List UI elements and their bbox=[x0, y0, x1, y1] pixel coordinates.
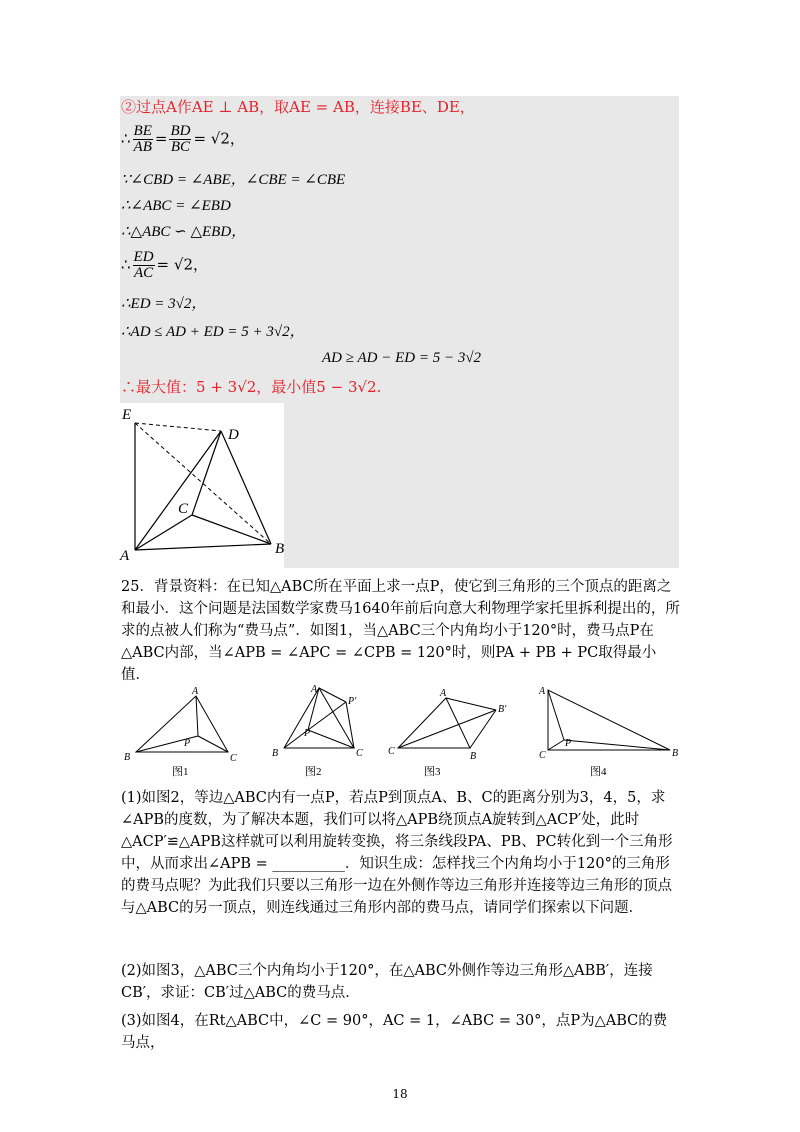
fraction-numerator: BD bbox=[170, 123, 191, 139]
fig2-label-c: C bbox=[356, 748, 363, 759]
fraction-be-ab bbox=[133, 124, 153, 155]
segment-ab bbox=[135, 544, 271, 550]
geometry-figure-main bbox=[118, 403, 288, 561]
figure-1 bbox=[124, 686, 237, 764]
segment-pc-fig2 bbox=[308, 730, 354, 748]
fraction-numerator: BE bbox=[133, 123, 152, 139]
fig1-label-c: C bbox=[230, 753, 237, 764]
segment-ab2-fig3 bbox=[446, 698, 496, 710]
figure-2 bbox=[272, 684, 363, 759]
equals-root-two: = √2， bbox=[193, 129, 245, 148]
segment-cb2-fig3 bbox=[398, 710, 496, 748]
solution-line-2: ∴ $\frac{BE}{AB}$ = $\frac{BD}{BC}$ = √2， bbox=[121, 123, 245, 155]
fraction-bd-bc bbox=[169, 124, 191, 155]
solution-line-9: AD ≥ AD − ED = 5 − 3√2 bbox=[322, 350, 482, 366]
segment-cb bbox=[192, 515, 271, 544]
label-c: C bbox=[178, 501, 189, 517]
problem-25-question-3: (3)如图4，在Rt△ABC中，∠C = 90°，AC = 1，∠ABC = 30°，点P为△ABC的费马点， bbox=[121, 1013, 668, 1051]
label-a: A bbox=[120, 548, 130, 561]
caption-figure-4: 图4 bbox=[590, 766, 607, 778]
label-b: B bbox=[275, 541, 285, 557]
segment-eb-dashed bbox=[135, 423, 271, 544]
figure-3 bbox=[388, 688, 507, 762]
problem-25-intro: 25．背景资料：在已知△ABC所在平面上求一点P，使它到三角形的三个顶点的距离之和最小．这个问题是法国数学家费马1640年前后向意大利物理学家托里拆利提出的，所求的点被人们称为“费马点”．如图1，当△ABC三个内角均小于120°时，费马点P在△ABC内部，当∠APB = ∠APC = ∠CPB = 120°时，则PA + PB + PC取得最小值． bbox=[121, 579, 680, 683]
solution-line-4: ∴∠ABC = ∠EBD bbox=[121, 198, 231, 214]
solution-line-5: ∴△ABC ∽ △EBD， bbox=[121, 224, 247, 240]
caption-figure-2: 图2 bbox=[305, 766, 322, 778]
solution-line-7: ∴ED = 3√2， bbox=[121, 296, 207, 312]
therefore-symbol: ∴ bbox=[121, 255, 131, 274]
fraction-numerator: ED bbox=[133, 249, 154, 265]
fig3-label-b-prime: B′ bbox=[498, 704, 507, 715]
segment-pb-fig4 bbox=[564, 740, 670, 750]
solution-line-3: ∵∠CBD = ∠ABE，∠CBE = ∠CBE bbox=[121, 172, 346, 188]
page-number: 18 bbox=[392, 1087, 408, 1101]
fig4-label-c: C bbox=[539, 750, 546, 761]
segment-pa-fig1 bbox=[196, 696, 198, 736]
fig2-label-p: P bbox=[304, 728, 311, 739]
solution-line-1: ②过点A作AE ⊥ AB，取AE = AB，连接BE、DE， bbox=[121, 98, 475, 116]
fig1-label-p: P bbox=[184, 738, 191, 749]
fig4-label-p: P bbox=[565, 738, 572, 749]
problem-25-question-1: (1)如图2，等边△ABC内有一点P，若点P到顶点A、B、C的距离分别为3，4，5，求∠APB的度数，为了解决本题，我们可以将△APB绕顶点A旋转到△ACP′处，此时△ACP′≌△APB这样就可以利用旋转变换，将三条线段PA、PB、PC转化到一个三角形中，从而求出∠APB = __________．知识生成：怎样找三个内角均小于120°的三角形的费马点呢？为此我们只要以三角形一边在外侧作等边三角形并连接等边三角形的顶点与△ABC的另一顶点，则连线通过三角形内部的费马点，请同学们探索以下问题． bbox=[121, 790, 673, 916]
fig2-label-b: B bbox=[272, 748, 279, 759]
label-d: D bbox=[228, 427, 239, 443]
solution-line-6 bbox=[121, 250, 208, 281]
segment-cd bbox=[192, 431, 221, 515]
triangle-abc-fig2 bbox=[284, 688, 354, 748]
segment-ad bbox=[135, 431, 221, 550]
caption-figure-3: 图3 bbox=[424, 766, 441, 778]
fig4-label-a: A bbox=[539, 686, 546, 697]
equals-root-two: = √2， bbox=[156, 255, 208, 274]
fig4-label-b: B bbox=[672, 748, 679, 759]
triangle-abc-fig1 bbox=[136, 696, 228, 752]
fig2-label-a: A bbox=[311, 684, 318, 695]
fraction-denominator: AC bbox=[133, 265, 154, 281]
segment-bb2-fig3 bbox=[470, 710, 496, 748]
figure-4 bbox=[538, 686, 678, 761]
fig3-label-a: A bbox=[440, 688, 447, 699]
segment-ac bbox=[135, 515, 192, 550]
fig3-label-b: B bbox=[470, 751, 477, 762]
triangle-abc-fig3 bbox=[398, 698, 470, 748]
fig1-label-b: B bbox=[124, 752, 131, 763]
caption-figure-1: 图1 bbox=[172, 766, 189, 778]
solution-line-8: ∴AD ≤ AD + ED = 5 + 3√2， bbox=[121, 324, 305, 340]
solution-shading-right bbox=[284, 403, 679, 568]
therefore-symbol: ∴ bbox=[121, 129, 131, 148]
segment-ed-dashed bbox=[135, 423, 221, 431]
segment-pc-fig4 bbox=[548, 740, 564, 750]
fraction-ed-ac bbox=[133, 250, 155, 281]
segment-pp2-fig2 bbox=[308, 702, 346, 730]
segment-db bbox=[221, 431, 271, 544]
fig1-label-a: A bbox=[192, 686, 199, 697]
solution-line-10: ∴最大值：5 + 3√2，最小值5 − 3√2. bbox=[121, 378, 382, 396]
fraction-denominator: BC bbox=[170, 139, 191, 155]
fraction-denominator: AB bbox=[133, 139, 152, 155]
label-e: E bbox=[122, 407, 132, 423]
segment-pa-fig4 bbox=[548, 690, 564, 740]
fig3-label-c: C bbox=[388, 746, 395, 757]
problem-25-question-2: (2)如图3，△ABC三个内角均小于120°，在△ABC外侧作等边三角形△ABB′，连接CB′，求证：CB′过△ABC的费马点． bbox=[121, 963, 653, 1001]
fig2-label-p-prime: P′ bbox=[348, 696, 357, 707]
